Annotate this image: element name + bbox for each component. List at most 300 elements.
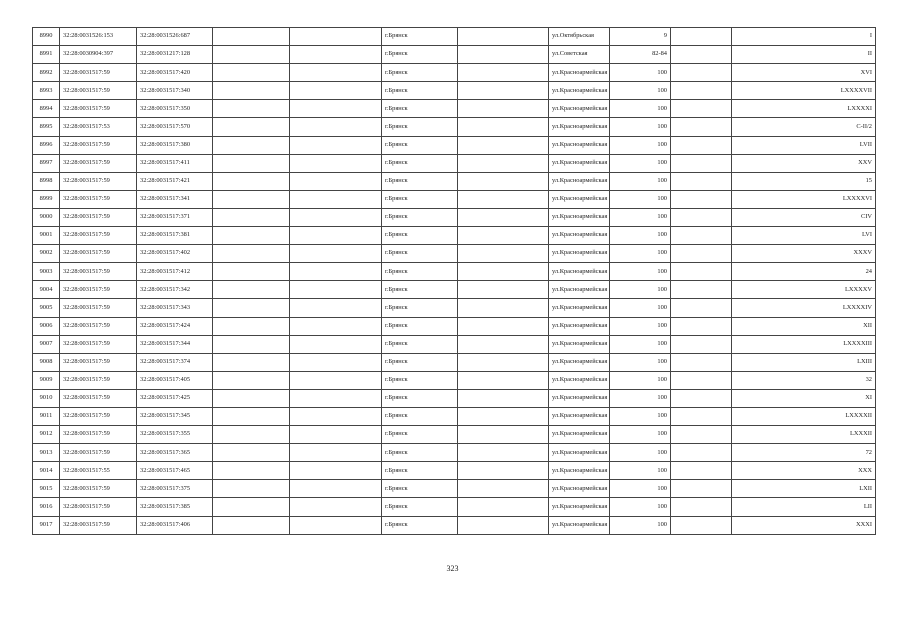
city-cell: г.Брянск: [382, 389, 458, 407]
premises-number-cell: XI: [732, 389, 876, 407]
row-number-cell: 9015: [33, 480, 60, 498]
cadastral-number-cell: 32:28:0031517:59: [60, 480, 137, 498]
premises-number-cell: LVI: [732, 227, 876, 245]
cadastral-number-cell: 32:28:0031517:59: [60, 227, 137, 245]
city-cell: г.Брянск: [382, 299, 458, 317]
registry-table: [32, 27, 876, 535]
table-row: [33, 100, 876, 118]
empty-cell: [290, 516, 382, 534]
row-number-cell: 9009: [33, 371, 60, 389]
cadastral-number-2-cell: 32:28:0031517:570: [137, 118, 213, 136]
empty-cell: [458, 227, 549, 245]
street-cell: ул.Красноармейская: [549, 208, 610, 226]
premises-number-cell: XII: [732, 317, 876, 335]
house-number-cell: 100: [610, 118, 671, 136]
cadastral-number-2-cell: 32:28:0031517:340: [137, 82, 213, 100]
street-cell: ул.Красноармейская: [549, 227, 610, 245]
table-row: [33, 190, 876, 208]
empty-cell: [671, 353, 732, 371]
row-number-cell: 9008: [33, 353, 60, 371]
city-cell: г.Брянск: [382, 100, 458, 118]
empty-cell: [671, 444, 732, 462]
empty-cell: [213, 353, 290, 371]
premises-number-cell: LXIII: [732, 353, 876, 371]
empty-cell: [290, 335, 382, 353]
house-number-cell: 9: [610, 28, 671, 46]
empty-cell: [458, 480, 549, 498]
empty-cell: [671, 227, 732, 245]
empty-cell: [213, 281, 290, 299]
table-row: [33, 281, 876, 299]
empty-cell: [213, 46, 290, 64]
premises-number-cell: LXXXXIV: [732, 299, 876, 317]
premises-number-cell: 72: [732, 444, 876, 462]
premises-number-cell: 15: [732, 172, 876, 190]
row-number-cell: 8996: [33, 136, 60, 154]
empty-cell: [671, 407, 732, 425]
premises-number-cell: C-II/2: [732, 118, 876, 136]
premises-number-cell: XXXV: [732, 245, 876, 263]
cadastral-number-cell: 32:28:0031517:59: [60, 281, 137, 299]
cadastral-number-cell: 32:28:0031517:59: [60, 426, 137, 444]
row-number-cell: 9007: [33, 335, 60, 353]
house-number-cell: 100: [610, 281, 671, 299]
cadastral-number-cell: 32:28:0031517:59: [60, 190, 137, 208]
premises-number-cell: XVI: [732, 64, 876, 82]
row-number-cell: 9013: [33, 444, 60, 462]
premises-number-cell: XXV: [732, 154, 876, 172]
empty-cell: [458, 100, 549, 118]
table-row: [33, 28, 876, 46]
house-number-cell: 100: [610, 154, 671, 172]
city-cell: г.Брянск: [382, 426, 458, 444]
city-cell: г.Брянск: [382, 118, 458, 136]
house-number-cell: 100: [610, 245, 671, 263]
table-row: [33, 498, 876, 516]
empty-cell: [671, 335, 732, 353]
house-number-cell: 100: [610, 335, 671, 353]
cadastral-number-2-cell: 32:28:0031517:371: [137, 208, 213, 226]
empty-cell: [290, 82, 382, 100]
cadastral-number-cell: 32:28:0031517:59: [60, 371, 137, 389]
empty-cell: [290, 118, 382, 136]
table-row: [33, 263, 876, 281]
empty-cell: [213, 263, 290, 281]
cadastral-number-2-cell: 32:28:0031517:385: [137, 498, 213, 516]
cadastral-number-2-cell: 32:28:0031517:355: [137, 426, 213, 444]
table-row: [33, 64, 876, 82]
table-row: [33, 516, 876, 534]
cadastral-number-cell: 32:28:0031517:59: [60, 299, 137, 317]
row-number-cell: 9005: [33, 299, 60, 317]
empty-cell: [458, 154, 549, 172]
city-cell: г.Брянск: [382, 480, 458, 498]
empty-cell: [671, 462, 732, 480]
empty-cell: [671, 516, 732, 534]
row-number-cell: 9016: [33, 498, 60, 516]
empty-cell: [213, 480, 290, 498]
table-row: [33, 335, 876, 353]
empty-cell: [671, 371, 732, 389]
empty-cell: [290, 154, 382, 172]
page-number: 323: [446, 564, 459, 573]
cadastral-number-2-cell: 32:28:0031517:380: [137, 136, 213, 154]
cadastral-number-cell: 32:28:0031517:59: [60, 516, 137, 534]
street-cell: ул.Красноармейская: [549, 82, 610, 100]
empty-cell: [671, 172, 732, 190]
empty-cell: [290, 136, 382, 154]
empty-cell: [290, 371, 382, 389]
cadastral-number-cell: 32:28:0031517:53: [60, 118, 137, 136]
cadastral-number-2-cell: 32:28:0031517:412: [137, 263, 213, 281]
empty-cell: [458, 263, 549, 281]
cadastral-number-2-cell: 32:28:0031517:406: [137, 516, 213, 534]
house-number-cell: 100: [610, 516, 671, 534]
cadastral-number-2-cell: 32:28:0031517:421: [137, 172, 213, 190]
street-cell: ул.Красноармейская: [549, 353, 610, 371]
empty-cell: [290, 444, 382, 462]
empty-cell: [213, 245, 290, 263]
empty-cell: [290, 190, 382, 208]
cadastral-number-cell: 32:28:0031517:59: [60, 82, 137, 100]
cadastral-number-2-cell: 32:28:0031517:343: [137, 299, 213, 317]
empty-cell: [671, 389, 732, 407]
empty-cell: [290, 263, 382, 281]
cadastral-number-2-cell: 32:28:0031517:365: [137, 444, 213, 462]
table-row: [33, 444, 876, 462]
empty-cell: [458, 353, 549, 371]
street-cell: ул.Красноармейская: [549, 444, 610, 462]
empty-cell: [458, 190, 549, 208]
city-cell: г.Брянск: [382, 28, 458, 46]
cadastral-number-2-cell: 32:28:0031517:405: [137, 371, 213, 389]
street-cell: ул.Красноармейская: [549, 281, 610, 299]
street-cell: ул.Красноармейская: [549, 154, 610, 172]
empty-cell: [213, 462, 290, 480]
empty-cell: [290, 407, 382, 425]
empty-cell: [671, 118, 732, 136]
empty-cell: [671, 208, 732, 226]
row-number-cell: 9003: [33, 263, 60, 281]
city-cell: г.Брянск: [382, 64, 458, 82]
empty-cell: [671, 245, 732, 263]
premises-number-cell: LXXXII: [732, 426, 876, 444]
empty-cell: [671, 28, 732, 46]
cadastral-number-cell: 32:28:0031517:59: [60, 100, 137, 118]
premises-number-cell: LXXXXI: [732, 100, 876, 118]
street-cell: ул.Красноармейская: [549, 190, 610, 208]
cadastral-number-cell: 32:28:0031526:153: [60, 28, 137, 46]
row-number-cell: 9010: [33, 389, 60, 407]
house-number-cell: 100: [610, 407, 671, 425]
city-cell: г.Брянск: [382, 154, 458, 172]
empty-cell: [213, 371, 290, 389]
table-row: [33, 317, 876, 335]
registry-table-body: [33, 28, 876, 535]
cadastral-number-2-cell: 32:28:0031517:344: [137, 335, 213, 353]
empty-cell: [290, 208, 382, 226]
row-number-cell: 8997: [33, 154, 60, 172]
row-number-cell: 8995: [33, 118, 60, 136]
house-number-cell: 100: [610, 317, 671, 335]
empty-cell: [213, 444, 290, 462]
empty-cell: [458, 136, 549, 154]
empty-cell: [671, 100, 732, 118]
row-number-cell: 9002: [33, 245, 60, 263]
empty-cell: [671, 480, 732, 498]
table-row: [33, 371, 876, 389]
row-number-cell: 8990: [33, 28, 60, 46]
row-number-cell: 8994: [33, 100, 60, 118]
row-number-cell: 9012: [33, 426, 60, 444]
empty-cell: [671, 498, 732, 516]
cadastral-number-cell: 32:28:0031517:59: [60, 64, 137, 82]
table-row: [33, 426, 876, 444]
cadastral-number-2-cell: 32:28:0031217:128: [137, 46, 213, 64]
empty-cell: [213, 516, 290, 534]
city-cell: г.Брянск: [382, 172, 458, 190]
premises-number-cell: LVII: [732, 136, 876, 154]
premises-number-cell: LXXXXVII: [732, 82, 876, 100]
premises-number-cell: CIV: [732, 208, 876, 226]
city-cell: г.Брянск: [382, 190, 458, 208]
empty-cell: [671, 317, 732, 335]
house-number-cell: 100: [610, 136, 671, 154]
empty-cell: [290, 28, 382, 46]
city-cell: г.Брянск: [382, 353, 458, 371]
premises-number-cell: 32: [732, 371, 876, 389]
empty-cell: [671, 299, 732, 317]
empty-cell: [458, 371, 549, 389]
cadastral-number-2-cell: 32:28:0031517:402: [137, 245, 213, 263]
empty-cell: [290, 46, 382, 64]
empty-cell: [458, 389, 549, 407]
street-cell: ул.Советская: [549, 46, 610, 64]
empty-cell: [671, 190, 732, 208]
empty-cell: [290, 227, 382, 245]
empty-cell: [458, 172, 549, 190]
house-number-cell: 100: [610, 82, 671, 100]
empty-cell: [458, 281, 549, 299]
empty-cell: [213, 136, 290, 154]
street-cell: ул.Красноармейская: [549, 480, 610, 498]
city-cell: г.Брянск: [382, 245, 458, 263]
empty-cell: [671, 46, 732, 64]
city-cell: г.Брянск: [382, 407, 458, 425]
empty-cell: [458, 82, 549, 100]
empty-cell: [213, 64, 290, 82]
table-row: [33, 480, 876, 498]
empty-cell: [290, 100, 382, 118]
empty-cell: [213, 208, 290, 226]
empty-cell: [213, 335, 290, 353]
empty-cell: [671, 154, 732, 172]
empty-cell: [290, 462, 382, 480]
empty-cell: [458, 46, 549, 64]
empty-cell: [213, 426, 290, 444]
cadastral-number-cell: 32:28:0031517:59: [60, 136, 137, 154]
street-cell: ул.Красноармейская: [549, 389, 610, 407]
cadastral-number-cell: 32:28:0031517:59: [60, 154, 137, 172]
table-row: [33, 172, 876, 190]
house-number-cell: 100: [610, 227, 671, 245]
table-row: [33, 208, 876, 226]
empty-cell: [290, 64, 382, 82]
empty-cell: [671, 281, 732, 299]
row-number-cell: 8993: [33, 82, 60, 100]
city-cell: г.Брянск: [382, 516, 458, 534]
cadastral-number-cell: 32:28:0031517:59: [60, 407, 137, 425]
empty-cell: [458, 335, 549, 353]
house-number-cell: 100: [610, 208, 671, 226]
street-cell: ул.Красноармейская: [549, 462, 610, 480]
row-number-cell: 9000: [33, 208, 60, 226]
cadastral-number-2-cell: 32:28:0031517:345: [137, 407, 213, 425]
premises-number-cell: LXXXXVI: [732, 190, 876, 208]
street-cell: ул.Красноармейская: [549, 371, 610, 389]
city-cell: г.Брянск: [382, 136, 458, 154]
house-number-cell: 100: [610, 172, 671, 190]
cadastral-number-2-cell: 32:28:0031517:420: [137, 64, 213, 82]
premises-number-cell: XXXI: [732, 516, 876, 534]
premises-number-cell: I: [732, 28, 876, 46]
empty-cell: [458, 208, 549, 226]
street-cell: ул.Красноармейская: [549, 245, 610, 263]
city-cell: г.Брянск: [382, 46, 458, 64]
empty-cell: [671, 426, 732, 444]
row-number-cell: 9004: [33, 281, 60, 299]
empty-cell: [213, 498, 290, 516]
cadastral-number-2-cell: 32:28:0031517:425: [137, 389, 213, 407]
table-row: [33, 462, 876, 480]
empty-cell: [213, 407, 290, 425]
table-row: [33, 136, 876, 154]
empty-cell: [458, 462, 549, 480]
table-row: [33, 154, 876, 172]
house-number-cell: 100: [610, 444, 671, 462]
cadastral-number-cell: 32:28:0031517:59: [60, 208, 137, 226]
house-number-cell: 100: [610, 353, 671, 371]
cadastral-number-cell: 32:28:0031517:55: [60, 462, 137, 480]
cadastral-number-2-cell: 32:28:0031517:465: [137, 462, 213, 480]
cadastral-number-2-cell: 32:28:0031517:350: [137, 100, 213, 118]
empty-cell: [458, 64, 549, 82]
city-cell: г.Брянск: [382, 281, 458, 299]
cadastral-number-2-cell: 32:28:0031517:374: [137, 353, 213, 371]
cadastral-number-cell: 32:28:0031517:59: [60, 444, 137, 462]
house-number-cell: 100: [610, 64, 671, 82]
empty-cell: [290, 480, 382, 498]
empty-cell: [458, 245, 549, 263]
empty-cell: [213, 172, 290, 190]
row-number-cell: 9011: [33, 407, 60, 425]
house-number-cell: 100: [610, 299, 671, 317]
empty-cell: [213, 100, 290, 118]
house-number-cell: 100: [610, 426, 671, 444]
empty-cell: [290, 353, 382, 371]
row-number-cell: 9017: [33, 516, 60, 534]
empty-cell: [213, 82, 290, 100]
empty-cell: [213, 299, 290, 317]
empty-cell: [213, 227, 290, 245]
row-number-cell: 9001: [33, 227, 60, 245]
empty-cell: [290, 172, 382, 190]
table-row: [33, 299, 876, 317]
empty-cell: [213, 118, 290, 136]
house-number-cell: 100: [610, 263, 671, 281]
table-row: [33, 46, 876, 64]
cadastral-number-cell: 32:28:0031517:59: [60, 172, 137, 190]
empty-cell: [458, 118, 549, 136]
table-row: [33, 353, 876, 371]
street-cell: ул.Красноармейская: [549, 299, 610, 317]
empty-cell: [290, 426, 382, 444]
cadastral-number-cell: 32:28:0031517:59: [60, 317, 137, 335]
street-cell: ул.Красноармейская: [549, 516, 610, 534]
premises-number-cell: 24: [732, 263, 876, 281]
table-row: [33, 82, 876, 100]
street-cell: ул.Красноармейская: [549, 498, 610, 516]
cadastral-number-2-cell: 32:28:0031517:341: [137, 190, 213, 208]
empty-cell: [290, 281, 382, 299]
table-row: [33, 227, 876, 245]
cadastral-number-cell: 32:28:0031517:59: [60, 245, 137, 263]
cadastral-number-2-cell: 32:28:0031517:424: [137, 317, 213, 335]
empty-cell: [290, 299, 382, 317]
cadastral-number-cell: 32:28:0031517:59: [60, 389, 137, 407]
house-number-cell: 100: [610, 389, 671, 407]
row-number-cell: 9006: [33, 317, 60, 335]
table-row: [33, 407, 876, 425]
city-cell: г.Брянск: [382, 317, 458, 335]
table-row: [33, 389, 876, 407]
cadastral-number-cell: 32:28:0031517:59: [60, 335, 137, 353]
cadastral-number-2-cell: 32:28:0031517:375: [137, 480, 213, 498]
empty-cell: [213, 154, 290, 172]
city-cell: г.Брянск: [382, 227, 458, 245]
empty-cell: [290, 245, 382, 263]
city-cell: г.Брянск: [382, 335, 458, 353]
empty-cell: [458, 498, 549, 516]
empty-cell: [671, 136, 732, 154]
cadastral-number-cell: 32:28:0030904:397: [60, 46, 137, 64]
street-cell: ул.Красноармейская: [549, 335, 610, 353]
street-cell: ул.Красноармейская: [549, 317, 610, 335]
table-row: [33, 118, 876, 136]
house-number-cell: 100: [610, 480, 671, 498]
premises-number-cell: LXXXXIII: [732, 335, 876, 353]
cadastral-number-2-cell: 32:28:0031517:381: [137, 227, 213, 245]
city-cell: г.Брянск: [382, 444, 458, 462]
row-number-cell: 8992: [33, 64, 60, 82]
cadastral-number-cell: 32:28:0031517:59: [60, 498, 137, 516]
empty-cell: [213, 190, 290, 208]
empty-cell: [671, 263, 732, 281]
empty-cell: [290, 389, 382, 407]
cadastral-number-cell: 32:28:0031517:59: [60, 353, 137, 371]
house-number-cell: 100: [610, 190, 671, 208]
empty-cell: [290, 498, 382, 516]
street-cell: ул.Красноармейская: [549, 100, 610, 118]
empty-cell: [458, 426, 549, 444]
city-cell: г.Брянск: [382, 498, 458, 516]
city-cell: г.Брянск: [382, 263, 458, 281]
empty-cell: [290, 317, 382, 335]
row-number-cell: 8999: [33, 190, 60, 208]
cadastral-number-cell: 32:28:0031517:59: [60, 263, 137, 281]
house-number-cell: 100: [610, 100, 671, 118]
city-cell: г.Брянск: [382, 462, 458, 480]
